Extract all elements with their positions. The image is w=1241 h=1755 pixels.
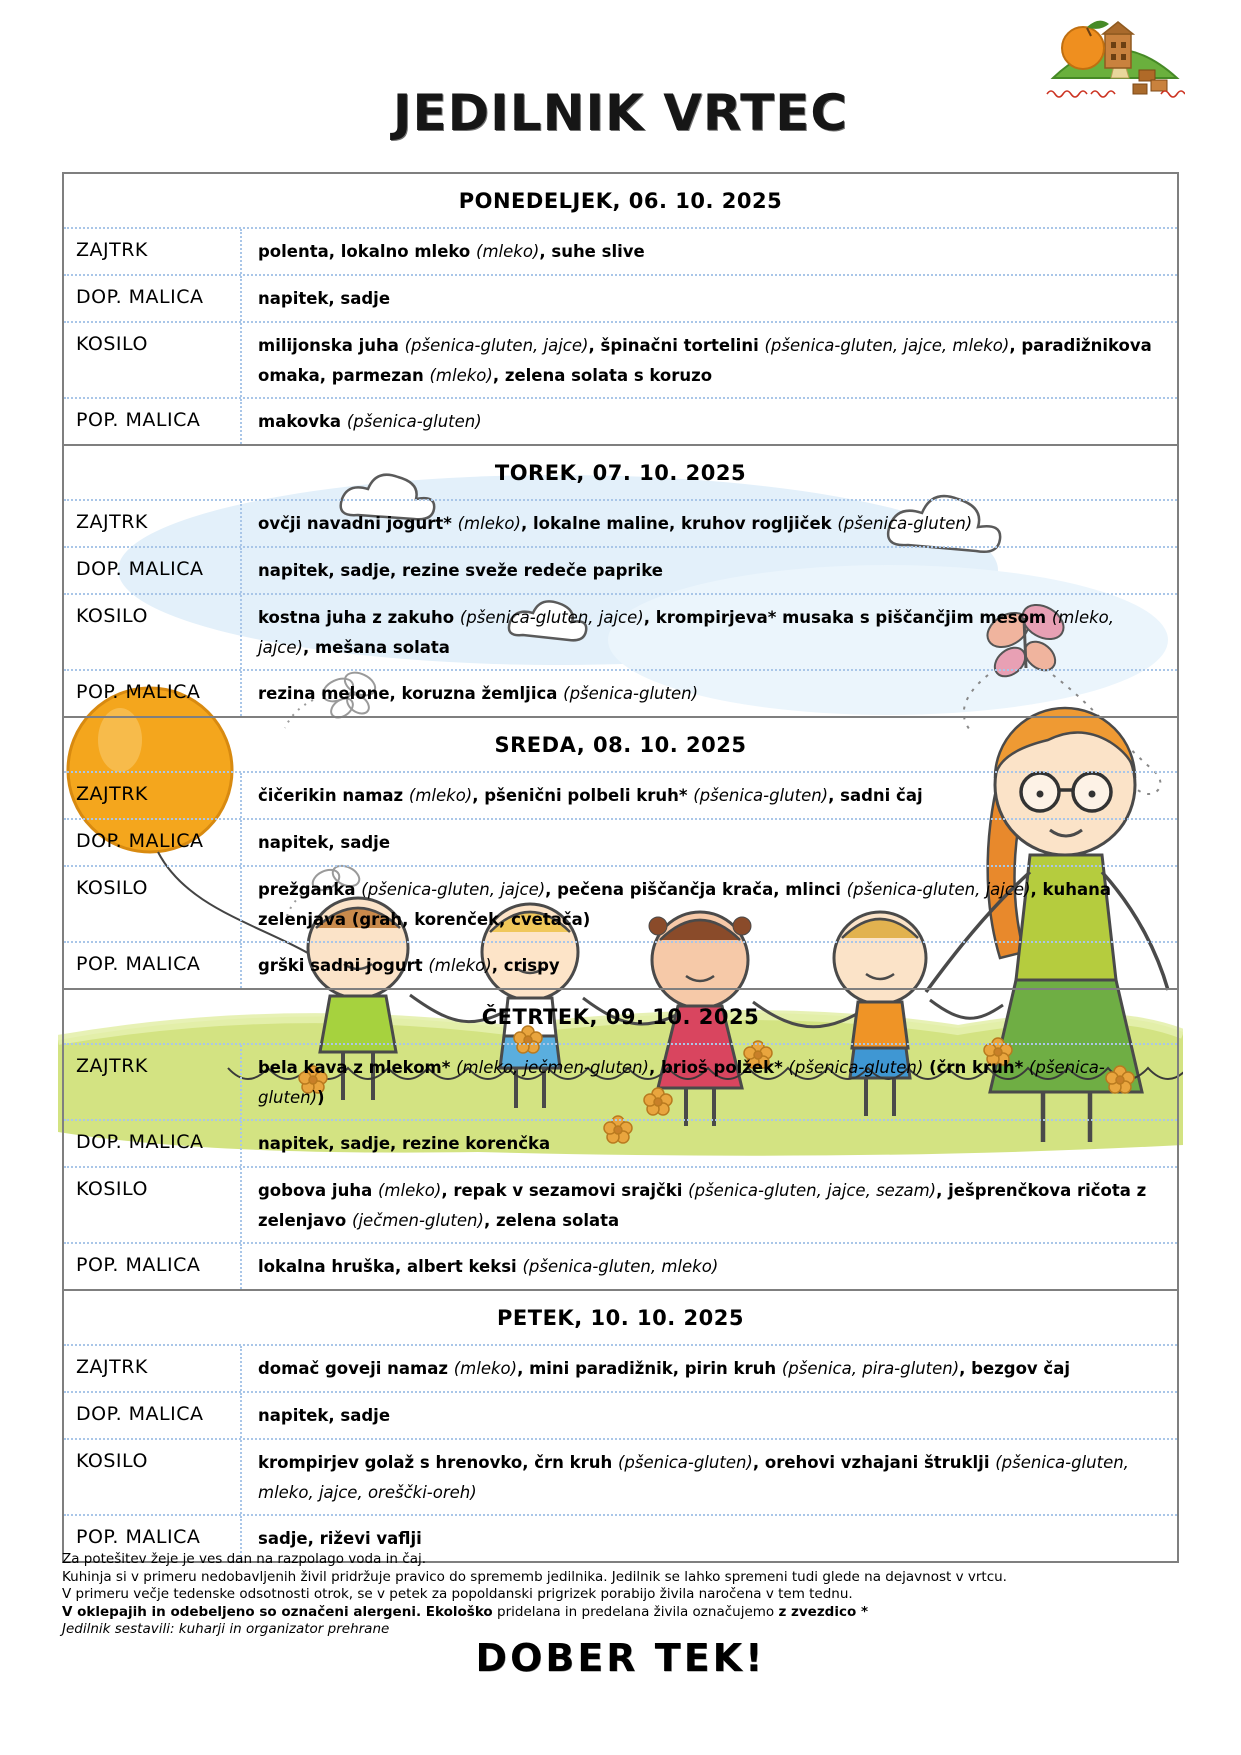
meal-label: POP. MALICA [76, 681, 201, 703]
meal-content: prežganka (pšenica-gluten, jajce), pečena piščančja krača, mlinci (pšenica-gluten, jajce), kuhana zelenjava (grah, korenček, cvetača) [240, 867, 1177, 941]
meal-label: POP. MALICA [76, 1526, 201, 1548]
meal-label: POP. MALICA [76, 953, 201, 975]
day-title: PONEDELJEK, 06. 10. 2025 [458, 188, 783, 213]
meal-content: čičerikin namaz (mleko), pšenični polbeli kruh* (pšenica-gluten), sadni čaj [240, 773, 1177, 818]
menu-row [64, 499, 1177, 546]
meal-label: ZAJTRK [76, 1356, 148, 1378]
day-block-friday [62, 1289, 1179, 1563]
menu-row [64, 274, 1177, 321]
meal-label: KOSILO [76, 333, 148, 355]
meal-content: rezina melone, koruzna žemljica (pšenica-gluten) [240, 671, 1177, 716]
menu-row [64, 1391, 1177, 1438]
meal-label: KOSILO [76, 1178, 148, 1200]
meal-content: grški sadni jogurt (mleko), crispy [240, 943, 1177, 988]
footer-note: Za potešitev žeje je ves dan na razpolago voda in čaj. [62, 1551, 427, 1567]
footer-note-authors: Jedilnik sestavili: kuharji in organizator prehrane [62, 1621, 390, 1637]
meal-label: KOSILO [76, 877, 148, 899]
meal-label: KOSILO [76, 1450, 148, 1472]
menu-row [64, 227, 1177, 274]
menu-row [64, 771, 1177, 818]
menu-row [64, 1242, 1177, 1289]
meal-content: bela kava z mlekom* (mleko, ječmen-gluten), brioš polžek* (pšenica-gluten) (črn kruh* (pšenica-gluten)) [240, 1045, 1177, 1119]
meal-content: ovčji navadni jogurt* (mleko), lokalne maline, kruhov rogljiček (pšenica-gluten) [240, 501, 1177, 546]
meal-content: makovka (pšenica-gluten) [240, 399, 1177, 444]
menu-row [64, 1166, 1177, 1242]
meal-label: DOP. MALICA [76, 1403, 204, 1425]
menu-row [64, 669, 1177, 716]
meal-label: ZAJTRK [76, 511, 148, 533]
meal-content: napitek, sadje [240, 276, 1177, 321]
day-block-thursday [62, 988, 1179, 1289]
meal-label: ZAJTRK [76, 1055, 148, 1077]
meal-content: napitek, sadje [240, 820, 1177, 865]
menu-row [64, 546, 1177, 593]
menu-row [64, 941, 1177, 988]
menu-row [64, 397, 1177, 444]
meal-content: gobova juha (mleko), repak v sezamovi srajčki (pšenica-gluten, jajce, sezam), ješprenčkova ričota z zelenjavo (ječmen-gluten), zelena solata [240, 1168, 1177, 1242]
footer-note: Kuhinja si v primeru nedobavljenih živil pridržuje pravico do sprememb jedilnika. Jedilnik se lahko spremeni tudi glede na dejavnost v vrtcu. [62, 1568, 1007, 1585]
menu-row [64, 865, 1177, 941]
meal-label: POP. MALICA [76, 409, 201, 431]
meal-content: napitek, sadje, rezine sveže redeče paprike [240, 548, 1177, 593]
day-title: TOREK, 07. 10. 2025 [494, 460, 747, 485]
meal-label: POP. MALICA [76, 1254, 201, 1276]
day-block-wednesday [62, 716, 1179, 988]
day-block-tuesday [62, 444, 1179, 716]
meal-content: krompirjev golaž s hrenovko, črn kruh (pšenica-gluten), orehovi vzhajani štruklji (pšenica-gluten, mleko, jajce, oreščki-oreh) [240, 1440, 1177, 1514]
menu-row [64, 1119, 1177, 1166]
day-block-monday [62, 172, 1179, 444]
meal-label: DOP. MALICA [76, 1131, 204, 1153]
day-title: PETEK, 10. 10. 2025 [497, 1305, 744, 1330]
day-title: SREDA, 08. 10. 2025 [494, 732, 747, 757]
meal-label: DOP. MALICA [76, 830, 204, 852]
menu-row [64, 1438, 1177, 1514]
meal-content: lokalna hruška, albert keksi (pšenica-gluten, mleko) [240, 1244, 1177, 1289]
weekly-menu-table [62, 172, 1179, 1563]
meal-label: DOP. MALICA [76, 558, 204, 580]
meal-content: polenta, lokalno mleko (mleko), suhe slive [240, 229, 1177, 274]
menu-row [64, 818, 1177, 865]
menu-row [64, 321, 1177, 397]
footer-note-allergens: V oklepajih in odebeljeno so označeni alergeni. Ekološko pridelana in predelana živila označujemo z zvezdico * [62, 1603, 869, 1620]
footer-note: V primeru večje tedenske odsotnosti otrok, se v petek za popoldanski prigrizek porabijo živila naročena v tem tednu. [62, 1586, 853, 1602]
meal-label: ZAJTRK [76, 783, 148, 805]
meal-content: napitek, sadje [240, 1393, 1177, 1438]
meal-content: milijonska juha (pšenica-gluten, jajce), špinačni tortelini (pšenica-gluten, jajce, mleko), paradižnikova omaka, parmezan (mleko), zelena solata s koruzo [240, 323, 1177, 397]
menu-row [64, 1344, 1177, 1391]
meal-content: napitek, sadje, rezine korenčka [240, 1121, 1177, 1166]
footer-notes [62, 1551, 1179, 1639]
page-title: JEDILNIK VRTEC [392, 84, 849, 142]
menu-row [64, 1043, 1177, 1119]
meal-label: KOSILO [76, 605, 148, 627]
meal-content: kostna juha z zakuho (pšenica-gluten, jajce), krompirjeva* musaka s piščančjim mesom (mleko, jajce), mešana solata [240, 595, 1177, 669]
meal-content: sadje, riževi vaflji [240, 1516, 1177, 1561]
closing-greeting: DOBER TEK! [475, 1636, 766, 1680]
meal-label: DOP. MALICA [76, 286, 204, 308]
menu-row [64, 593, 1177, 669]
meal-content: domač goveji namaz (mleko), mini paradižnik, pirin kruh (pšenica, pira-gluten), bezgov čaj [240, 1346, 1177, 1391]
meal-label: ZAJTRK [76, 239, 148, 261]
day-title: ČETRTEK, 09. 10. 2025 [481, 1004, 760, 1029]
